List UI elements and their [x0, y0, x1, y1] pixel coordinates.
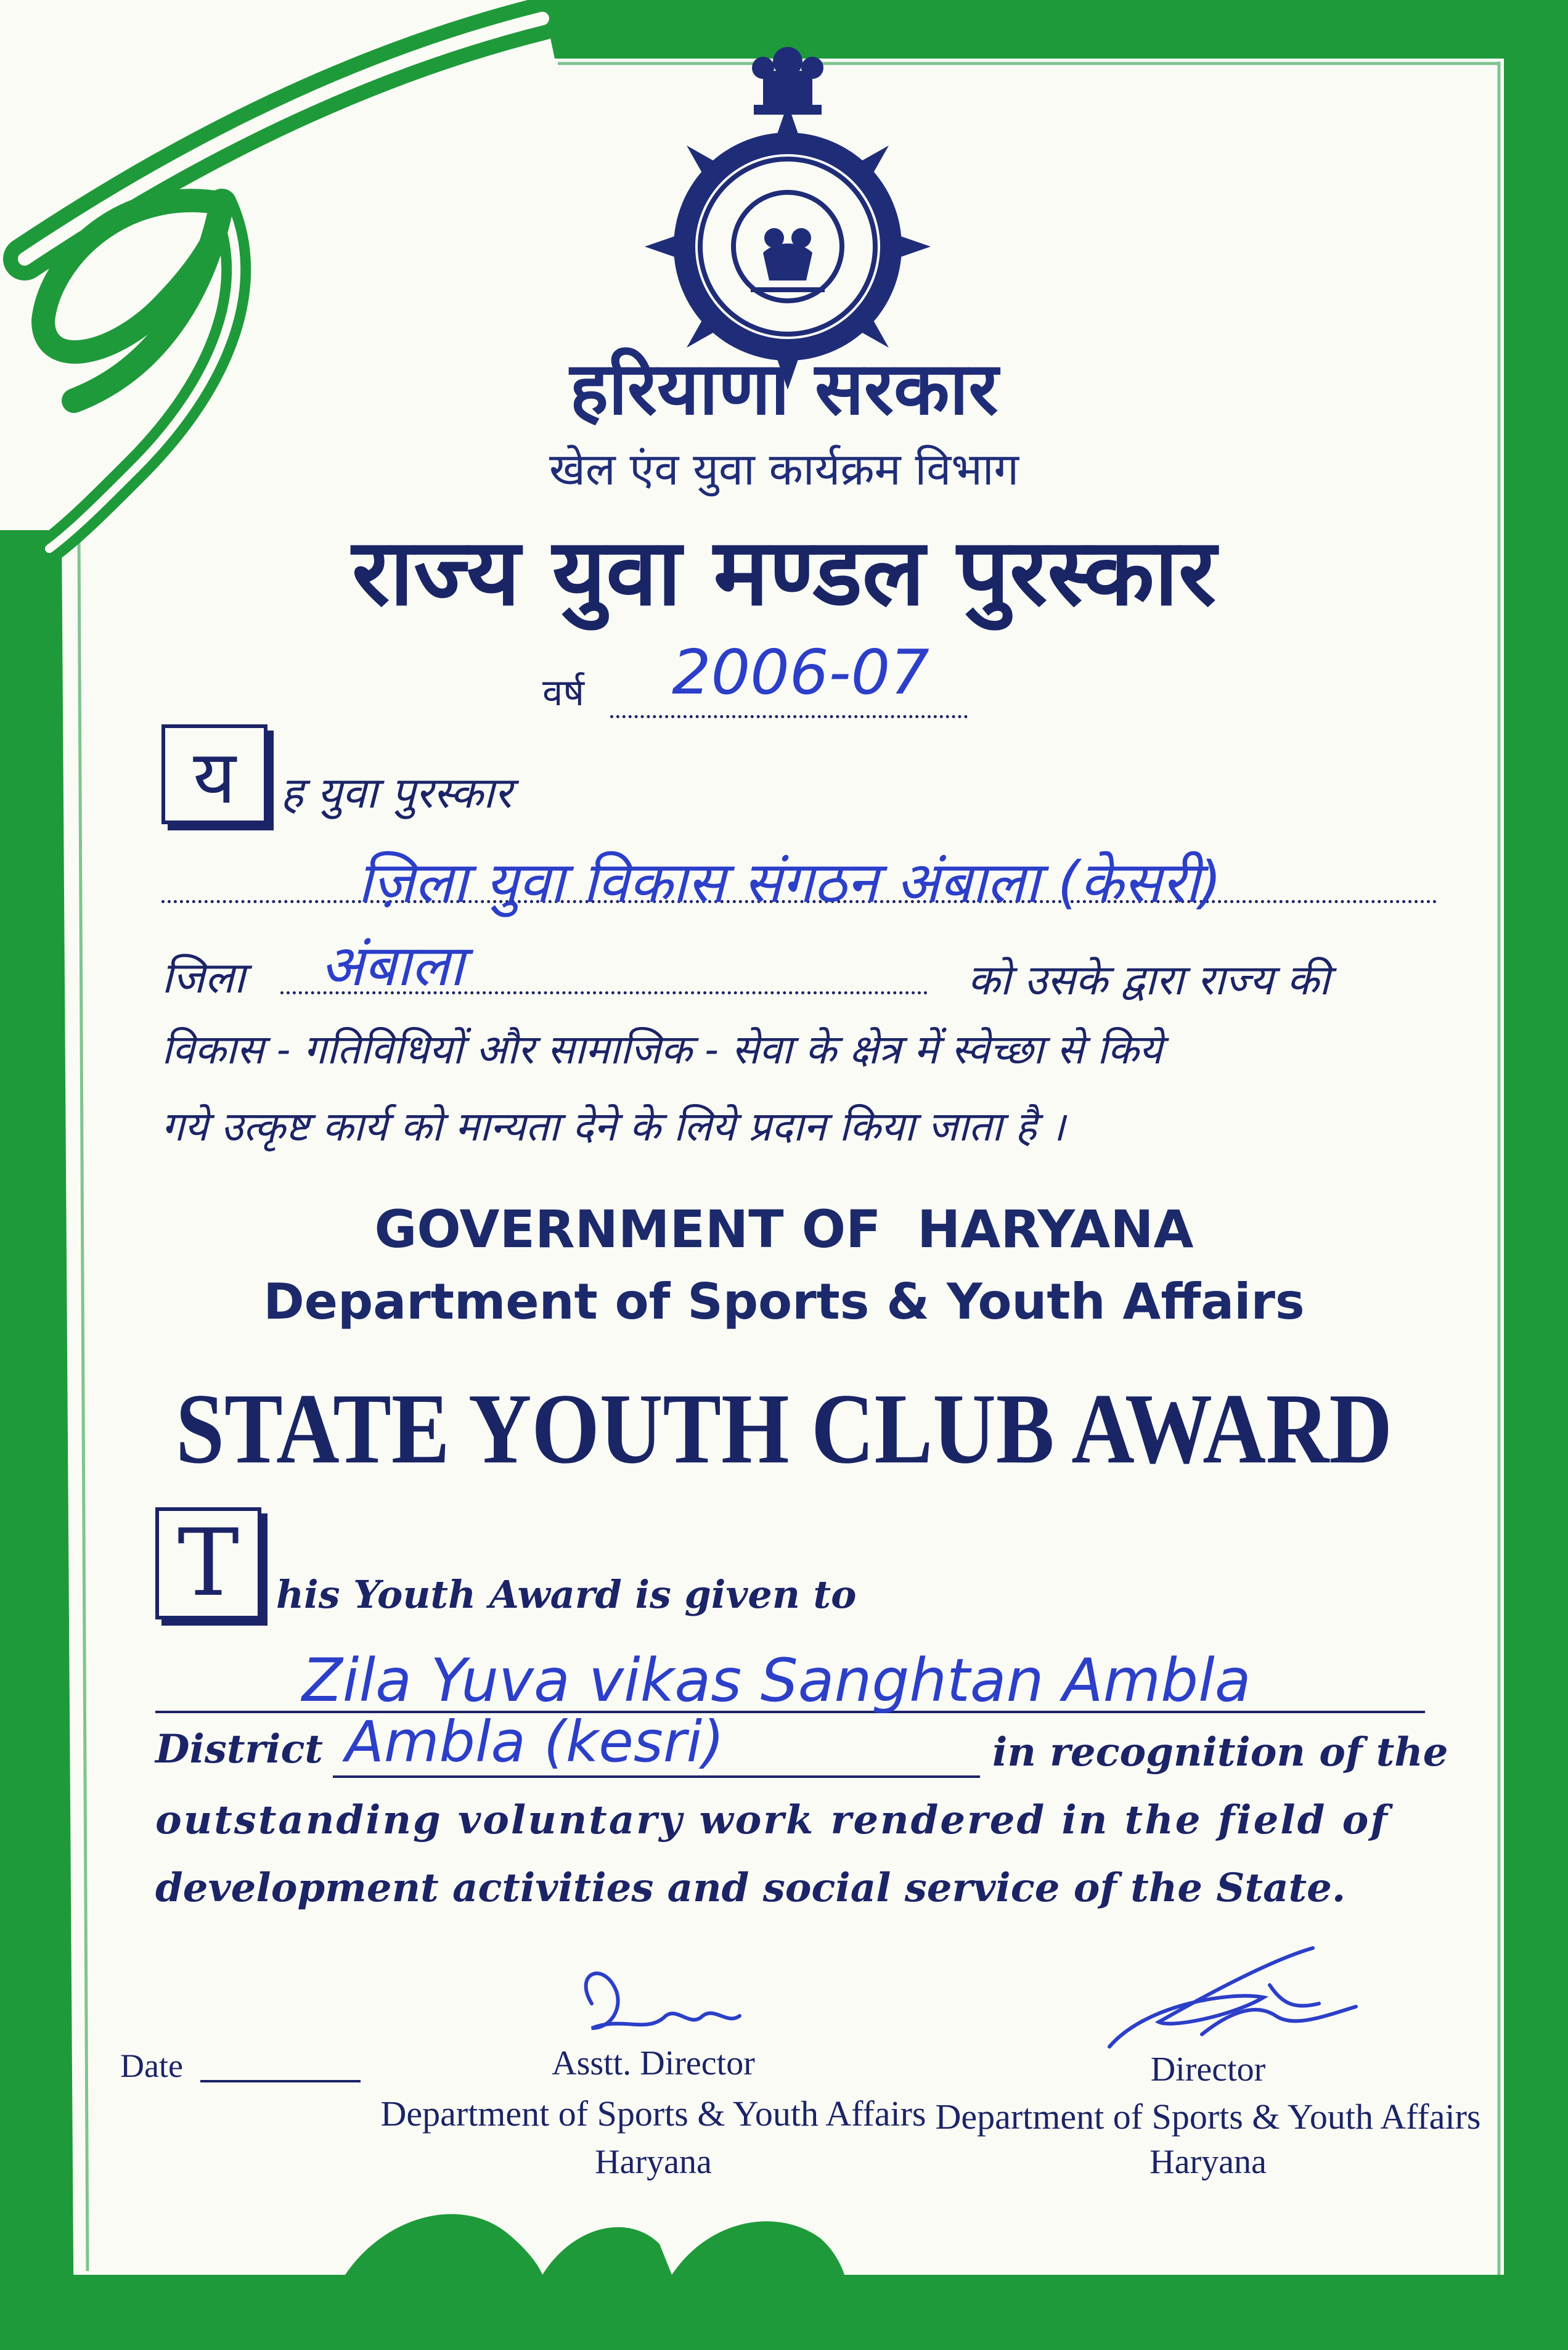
- date-label: Date: [120, 2047, 183, 2084]
- hindi-dropcap: य: [161, 724, 267, 824]
- border-bottom-band: [0, 2275, 1568, 2350]
- hindi-government-heading: हरियाणा सरकार: [570, 346, 998, 431]
- left-signatory-state: Haryana: [595, 2143, 712, 2181]
- year-label: वर्ष: [542, 671, 585, 714]
- english-dropcap: T: [155, 1507, 261, 1619]
- year-row: [542, 636, 1035, 715]
- hindi-body-line2: विकास - गतिविधियों और सामाजिक - सेवा के क्षेत्र में स्वेच्छा से किये: [161, 1026, 1162, 1073]
- hindi-award-title: राज्य युवा मण्डल पुरस्कार: [351, 519, 1217, 626]
- right-signatory-state: Haryana: [1149, 2143, 1267, 2181]
- english-intro-text: his Youth Award is given to: [276, 1572, 857, 1617]
- english-body-line2: outstanding voluntary work rendered in the field of: [155, 1797, 1389, 1843]
- year-value: 2006-07: [672, 636, 929, 708]
- left-signatory-department: Department of Sports & Youth Affairs: [380, 2094, 926, 2134]
- english-district-label: District: [155, 1726, 323, 1772]
- english-body-line3: development activities and social service of the State.: [155, 1865, 1346, 1911]
- bottom-wave-ornament: [345, 2214, 844, 2275]
- hindi-body-line3: गये उत्कृष्ट कार्य को मान्यता देने के लिये प्रदान किया जाता है ।: [161, 1103, 1066, 1150]
- hindi-district-label: जिला: [161, 952, 245, 1003]
- english-government-heading: GOVERNMENT OF HARYANA: [374, 1199, 1194, 1259]
- right-signatory-department: Department of Sports & Youth Affairs: [935, 2097, 1481, 2137]
- hindi-recipient-value: ज़िला युवा विकास संगठन अंबाला (केसरी): [357, 850, 1222, 915]
- right-signatory-title: Director: [1150, 2050, 1266, 2089]
- hindi-department-heading: खेल एंव युवा कार्यक्रम विभाग: [549, 443, 1019, 495]
- border-top-band: [542, 0, 1568, 59]
- hindi-body-line1: को उसके द्वारा राज्य की: [968, 956, 1330, 1005]
- hindi-district-value: अंबाला: [321, 933, 464, 999]
- date-line: [200, 2078, 361, 2082]
- english-recipient-value: Zila Yuva vikas Sanghtan Ambla: [302, 1646, 1251, 1715]
- english-district-value: Ambla (kesri): [345, 1709, 725, 1775]
- english-award-title: STATE YOUTH CLUB AWARD: [176, 1372, 1392, 1484]
- signature-left: [586, 1973, 740, 2028]
- left-signatory-title: Asstt. Director: [552, 2044, 755, 2082]
- english-department-heading: Department of Sports & Youth Affairs: [263, 1273, 1305, 1330]
- english-body-line1: in recognition of the: [992, 1729, 1448, 1775]
- signature-right: [1109, 1948, 1356, 2047]
- hindi-intro-text: ह युवा पुरस्कार: [280, 768, 512, 818]
